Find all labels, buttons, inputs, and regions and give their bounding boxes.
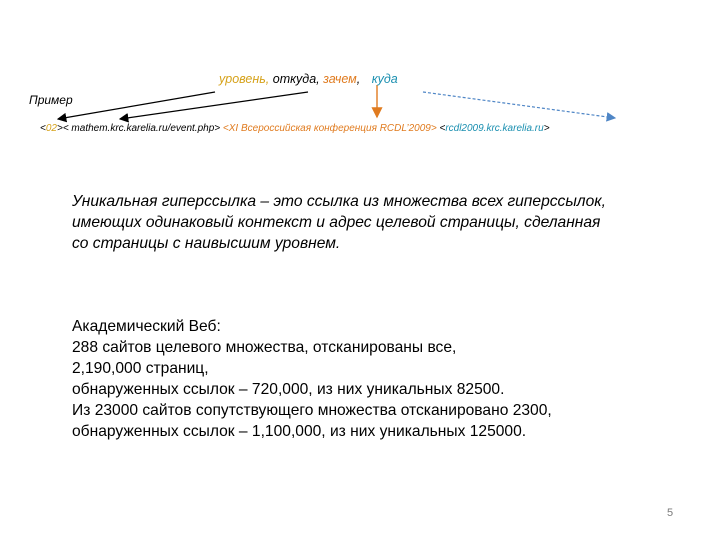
arrow-from: [120, 92, 308, 119]
legend-level: уровень,: [219, 72, 270, 86]
address-target-open: <: [436, 123, 446, 134]
address-level-value: 02: [45, 123, 57, 134]
example-hyperlink-address: [40, 123, 550, 134]
address-level-close: >: [56, 123, 63, 134]
definition-text-1: – это ссылка из множества всех гиперссылок,: [256, 193, 606, 210]
stats-line: 2,190,000 страниц,: [72, 360, 209, 377]
address-context: <XI Всероссийская конференция RCDL’2009>: [220, 123, 437, 134]
academic-web-stats: [72, 316, 692, 442]
address-source: < mathem.krc.karelia.ru/event.php>: [62, 123, 221, 134]
stats-line: обнаруженных ссылок – 720,000, из них уникальных 82500.: [72, 381, 505, 398]
definition-line-3: со страницы с наивысшим уровнем.: [72, 235, 341, 252]
arrow-level: [58, 92, 215, 119]
definition-line-1: [72, 191, 692, 212]
stats-line: Академический Веб:: [72, 318, 221, 335]
definition-term: Уникальная гиперссылка: [72, 193, 257, 210]
arrow-to: [423, 92, 615, 118]
address-target-close: >: [543, 123, 550, 134]
stats-line: обнаруженных ссылок – 1,100,000, из них уникальных 125000.: [72, 423, 527, 440]
legend-comma: ,: [356, 72, 361, 86]
stats-line: 288 сайтов целевого множества, отсканированы все,: [72, 339, 457, 356]
legend-why: зачем: [323, 72, 357, 86]
hyperlink-components-legend: [219, 72, 398, 86]
example-label: Пример: [29, 93, 73, 107]
address-level-open: <: [40, 123, 46, 134]
legend-to: куда: [371, 72, 398, 86]
page-number: 5: [667, 507, 674, 519]
address-target: rcdl2009.krc.karelia.ru: [445, 123, 544, 134]
stats-line: Из 23000 сайтов сопутствующего множества отсканировано 2300,: [72, 402, 552, 419]
legend-from: откуда,: [272, 72, 320, 86]
definition-line-2: имеющих одинаковый контекст и адрес целевой страницы, сделанная: [72, 214, 601, 231]
unique-hyperlink-definition: [72, 191, 692, 254]
